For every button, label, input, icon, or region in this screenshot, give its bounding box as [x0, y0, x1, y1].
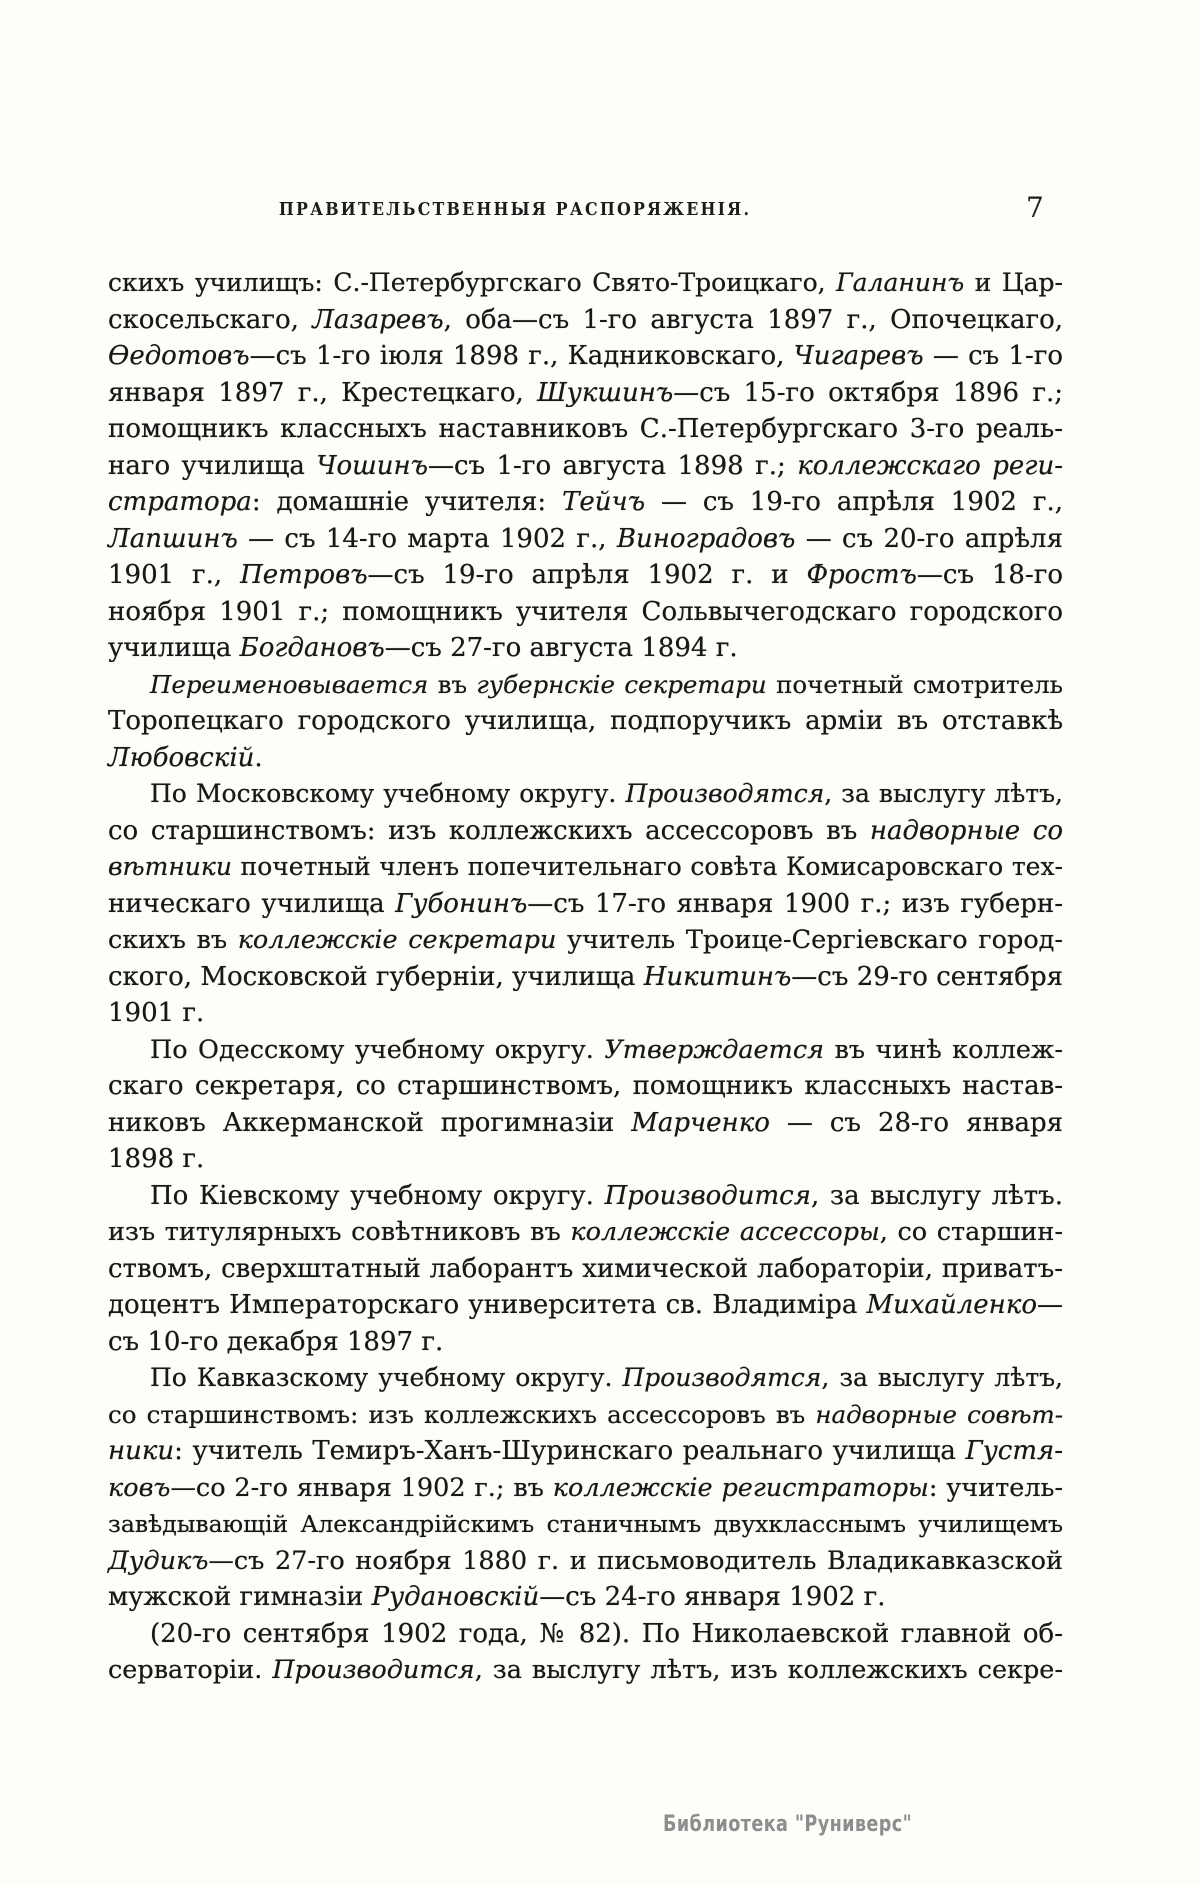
- text-line: [108, 1178, 1063, 1215]
- text-segment: ского, Московской губерніи, училища: [108, 961, 644, 992]
- italic-segment: Дудикъ: [108, 1545, 209, 1576]
- text-line: [108, 1214, 1063, 1251]
- italic-segment: стратора: [108, 487, 252, 517]
- text-segment: —съ 1-го іюля 1898 г., Кадниковскаго,: [249, 341, 794, 371]
- text-segment: : домашніе учителя:: [251, 487, 563, 517]
- italic-segment: Галанинъ: [836, 268, 965, 297]
- italic-segment: коллежскіе секретари: [237, 925, 557, 955]
- italic-segment: Любовскій: [108, 742, 255, 773]
- text-line: [108, 1433, 1063, 1470]
- text-segment: По Одесскому учебному округу.: [150, 1034, 605, 1065]
- text-segment: .: [254, 742, 263, 773]
- text-segment: , оба—съ 1-го августа 1897 г., Опочецкаго,: [443, 304, 1064, 335]
- text-segment: скаго секретаря, со старшинствомъ, помощникъ классныхъ настав-: [108, 1071, 1063, 1101]
- text-segment: и Цар-: [964, 268, 1063, 297]
- text-segment: 1901 г.: [108, 998, 205, 1028]
- italic-segment: Губонинъ: [395, 888, 528, 919]
- italic-segment: губернскіе секретари: [476, 669, 767, 699]
- italic-segment: Лазаревъ: [312, 304, 444, 335]
- paragraph: [108, 776, 1063, 1032]
- text-segment: (20-го сентября 1902 года, № 82). По Николаевской главной об-: [150, 1618, 1063, 1649]
- text-segment: 1898 г.: [108, 1144, 205, 1174]
- text-segment: ноября 1901 г.; помощникъ учителя Сольвычегодскаго городского: [108, 596, 1063, 627]
- text-segment: Торопецкаго городского училища, подпоручикъ арміи въ отставкѣ: [108, 706, 1063, 736]
- italic-segment: коллежскіе регистраторы: [552, 1472, 929, 1503]
- italic-segment: коллежскіе ассессоры: [570, 1217, 880, 1247]
- italic-segment: Михайленко: [866, 1290, 1037, 1320]
- italic-segment: Виноградовъ: [616, 523, 796, 554]
- text-segment: — съ 20-го апрѣля: [795, 523, 1063, 554]
- text-line: [108, 302, 1063, 339]
- text-segment: доцентъ Императорскаго университета св. Владиміра: [108, 1290, 867, 1320]
- italic-segment: надворные со: [869, 815, 1063, 846]
- italic-segment: Лапшинъ: [108, 523, 238, 554]
- text-segment: , за выслугу лѣтъ.: [810, 1180, 1063, 1211]
- text-segment: помощникъ классныхъ наставниковъ С.-Петербургскаго 3-го реаль-: [108, 414, 1063, 444]
- text-line: [108, 1251, 1063, 1288]
- text-segment: — съ 1-го: [923, 341, 1064, 371]
- text-segment: почетный членъ попечительнаго совѣта Комисаровскаго тех-: [231, 852, 1063, 881]
- text-line: [108, 1470, 1063, 1507]
- text-segment: По Московскому учебному округу.: [150, 779, 626, 808]
- italic-segment: Чигаревъ: [793, 341, 924, 371]
- running-title: ПРАВИТЕЛЬСТВЕННЫЯ РАСПОРЯЖЕНІЯ.: [278, 199, 752, 220]
- text-segment: , со старшин-: [879, 1217, 1064, 1247]
- text-segment: въ: [428, 669, 477, 699]
- text-segment: училища: [108, 633, 240, 663]
- text-segment: никовъ Аккерманской прогимназіи: [108, 1107, 632, 1138]
- paragraph: [108, 1616, 1063, 1689]
- text-line: [108, 667, 1063, 704]
- text-line: [108, 703, 1063, 740]
- text-segment: мужской гимназіи: [108, 1582, 372, 1612]
- text-line: [108, 375, 1063, 412]
- text-segment: —съ 17-го января 1900 г.; изъ губерн-: [527, 888, 1063, 919]
- italic-segment: Тейчъ: [562, 487, 646, 517]
- text-line: [108, 411, 1063, 448]
- text-line: [108, 776, 1063, 813]
- text-segment: изъ титулярныхъ совѣтниковъ въ: [108, 1217, 571, 1247]
- text-line: [108, 1652, 1063, 1689]
- text-segment: наго училища: [108, 450, 317, 481]
- document-body: [108, 265, 1063, 1689]
- text-line: [108, 849, 1063, 886]
- text-line: [108, 594, 1063, 631]
- italic-segment: ковъ: [108, 1472, 171, 1503]
- text-line: [108, 265, 1063, 302]
- paragraph: [108, 265, 1063, 667]
- text-segment: почетный смотритель: [766, 669, 1063, 699]
- italic-segment: Чошинъ: [316, 450, 428, 481]
- text-line: [108, 1324, 1063, 1361]
- text-segment: въ чинѣ коллеж-: [824, 1034, 1063, 1065]
- text-line: [108, 959, 1063, 996]
- text-segment: скихъ училищъ: С.-Петербургскаго Свято-Троицкаго,: [108, 268, 837, 297]
- text-line: [108, 1506, 1063, 1543]
- text-segment: завѣдывающій Александрійскимъ станичнымъ двухкласснымъ училищемъ: [108, 1510, 1063, 1538]
- text-segment: —съ 19-го апрѣля 1902 г. и: [367, 560, 807, 590]
- text-segment: —съ 24-го января 1902 г.: [539, 1582, 886, 1612]
- text-line: [108, 521, 1063, 558]
- text-segment: —съ 15-го октября 1896 г.;: [673, 377, 1063, 408]
- text-segment: ническаго училища: [108, 888, 396, 919]
- italic-segment: коллежскаго реги-: [797, 450, 1063, 481]
- text-segment: , за выслугу лѣтъ,: [821, 1363, 1063, 1392]
- italic-segment: Шукшинъ: [537, 377, 674, 408]
- text-segment: съ 10-го декабря 1897 г.: [108, 1326, 444, 1357]
- page-number: 7: [1026, 191, 1044, 224]
- text-segment: , за выслугу лѣтъ,: [824, 779, 1063, 808]
- italic-segment: Переименовывается: [150, 669, 429, 699]
- text-segment: скихъ въ: [108, 925, 238, 955]
- italic-segment: Производятся: [625, 779, 825, 808]
- text-segment: —съ 18-го: [916, 560, 1064, 590]
- text-line: [108, 630, 1063, 667]
- italic-segment: Рудановскій: [371, 1582, 540, 1612]
- text-segment: — съ 14-го марта 1902 г.,: [237, 523, 617, 554]
- italic-segment: Богдановъ: [239, 633, 385, 663]
- text-segment: скосельскаго,: [108, 304, 313, 335]
- italic-segment: Производятся: [622, 1363, 822, 1392]
- text-segment: серваторіи.: [108, 1655, 273, 1685]
- text-line: [108, 557, 1063, 594]
- text-segment: —съ 1-го августа 1898 г.;: [427, 450, 798, 481]
- text-line: [108, 1287, 1063, 1324]
- text-line: [108, 1141, 1063, 1178]
- text-line: [108, 338, 1063, 375]
- text-line: [108, 1360, 1063, 1397]
- text-line: [108, 995, 1063, 1032]
- text-segment: По Кіевскому учебному округу.: [150, 1180, 605, 1211]
- paragraph: [108, 1360, 1063, 1616]
- text-segment: ствомъ, сверхштатный лаборантъ химической лабораторіи, приватъ-: [108, 1253, 1063, 1284]
- italic-segment: ники: [108, 1436, 175, 1466]
- italic-segment: надворные совѣт-: [815, 1399, 1063, 1429]
- text-segment: : учитель Темиръ-Ханъ-Шуринскаго реальнаго училища: [174, 1436, 966, 1466]
- italic-segment: Фростъ: [806, 560, 917, 590]
- italic-segment: Производится: [272, 1655, 475, 1685]
- text-line: [108, 1616, 1063, 1653]
- italic-segment: Марченко: [631, 1107, 770, 1138]
- italic-segment: Утверждается: [604, 1034, 824, 1065]
- text-line: [108, 1105, 1063, 1142]
- text-segment: По Кавказскому учебному округу.: [150, 1363, 623, 1392]
- text-segment: —: [1037, 1290, 1063, 1320]
- text-line: [108, 484, 1063, 521]
- text-segment: — съ 28-го января: [769, 1107, 1063, 1138]
- italic-segment: Никитинъ: [643, 961, 792, 992]
- text-line: [108, 1397, 1063, 1434]
- text-line: [108, 1579, 1063, 1616]
- italic-segment: Ѳедотовъ: [108, 341, 250, 371]
- paragraph: [108, 667, 1063, 777]
- text-segment: , за выслугу лѣтъ, изъ коллежскихъ секре-: [474, 1655, 1063, 1685]
- text-segment: —съ 27-го ноября 1880 г. и письмоводитель Владикавказской: [208, 1545, 1063, 1576]
- text-segment: 1901 г.,: [108, 560, 241, 590]
- text-segment: —съ 27-го августа 1894 г.: [384, 633, 738, 663]
- italic-segment: Петровъ: [240, 560, 368, 590]
- text-segment: — съ 19-го апрѣля 1902 г.,: [645, 487, 1063, 517]
- text-segment: января 1897 г., Крестецкаго,: [108, 377, 538, 408]
- text-line: [108, 922, 1063, 959]
- text-segment: —съ 29-го сентября: [791, 961, 1063, 992]
- text-segment: со старшинствомъ: изъ коллежскихъ ассессоровъ въ: [108, 1399, 816, 1429]
- text-segment: со старшинствомъ: изъ коллежскихъ ассессоровъ въ: [108, 815, 870, 846]
- text-line: [108, 1543, 1063, 1580]
- text-segment: учитель Троице-Сергіевскаго город-: [556, 925, 1063, 955]
- library-watermark: Библиотека "Руниверс": [663, 1812, 913, 1837]
- text-segment: : учитель-: [928, 1472, 1064, 1503]
- text-line: [108, 1068, 1063, 1105]
- italic-segment: Густя-: [965, 1436, 1063, 1466]
- text-line: [108, 448, 1063, 485]
- italic-segment: вѣтники: [108, 852, 232, 881]
- text-line: [108, 886, 1063, 923]
- text-line: [108, 1032, 1063, 1069]
- text-line: [108, 813, 1063, 850]
- text-line: [108, 740, 1063, 777]
- italic-segment: Производится: [604, 1180, 811, 1211]
- text-segment: —со 2-го января 1902 г.; въ: [170, 1472, 553, 1503]
- paragraph: [108, 1032, 1063, 1178]
- paragraph: [108, 1178, 1063, 1361]
